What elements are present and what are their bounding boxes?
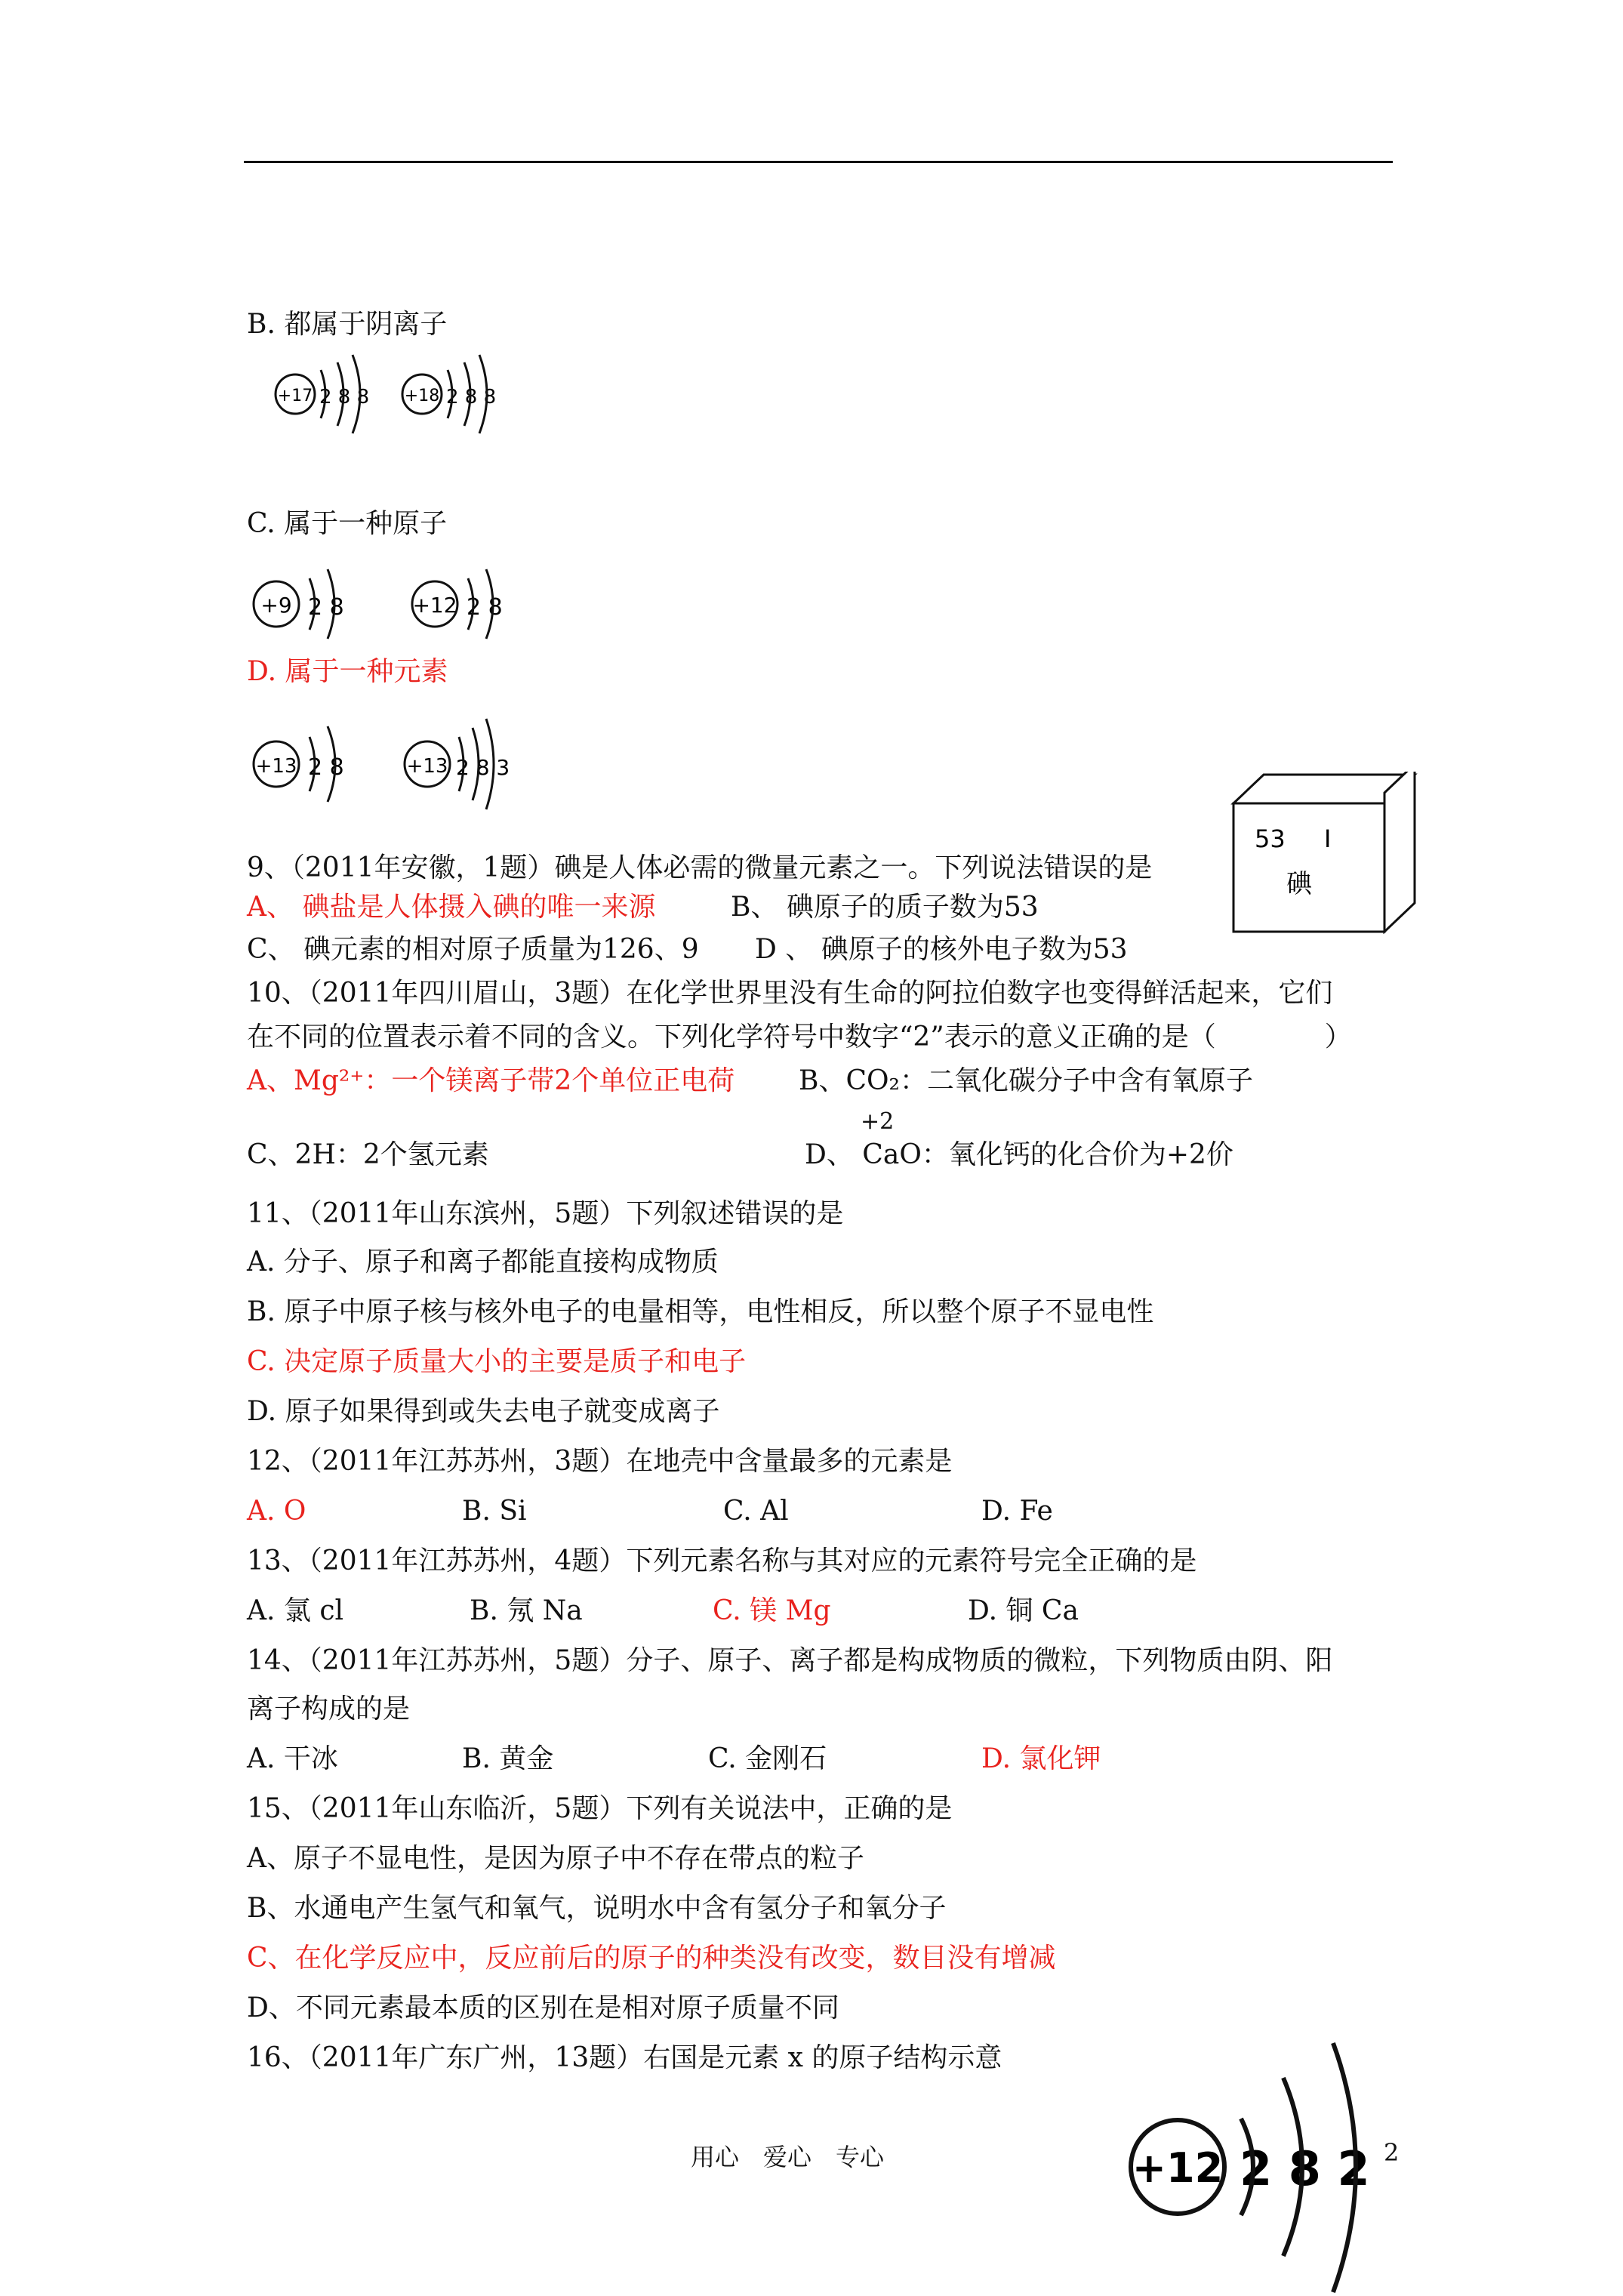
q13-option-d: D. 铜 Ca xyxy=(968,1595,1079,1626)
q11-option-a: A. 分子、原子和离子都能直接构成物质 xyxy=(247,1247,719,1277)
q10-option-b: B、CO₂：二氧化碳分子中含有氧原子 xyxy=(799,1065,1253,1096)
nucleus-label: +9 xyxy=(260,593,292,618)
q10-option-a: A、Mg²⁺：一个镁离子带2个单位正电荷 xyxy=(247,1065,735,1096)
q12-option-d: D. Fe xyxy=(981,1496,1053,1527)
q11-stem: 11、（2011年山东滨州，5题）下列叙述错误的是 xyxy=(247,1198,844,1229)
element-name: 碘 xyxy=(1286,869,1312,899)
q10-option-d: D、 CaO：氧化钙的化合价为+2价 xyxy=(805,1139,1233,1170)
atom-diagram-d2 xyxy=(405,719,510,809)
q12-stem: 12、（2011年江苏苏州，3题）在地壳中含量最多的元素是 xyxy=(247,1446,953,1477)
q14-stem-line1: 14、（2011年江苏苏州，5题）分子、原子、离子都是构成物质的微粒，下列物质由阴、阳 xyxy=(247,1645,1333,1676)
q8-option-b: B. 都属于阴离子 xyxy=(247,309,448,340)
q15-option-a: A、原子不显电性，是因为原子中不存在带点的粒子 xyxy=(247,1843,864,1874)
shell-label: 2 8 3 xyxy=(456,755,510,780)
page-number: 2 xyxy=(1384,2138,1400,2167)
q15-stem: 15、（2011年山东临沂，5题）下列有关说法中，正确的是 xyxy=(247,1793,953,1824)
nucleus-label: +13 xyxy=(255,755,297,778)
q12-option-a: A. O xyxy=(247,1496,306,1527)
q15-option-b: B、水通电产生氢气和氧气，说明水中含有氢分子和氧分子 xyxy=(247,1893,947,1924)
q9-option-a: A、 碘盐是人体摄入碘的唯一来源 xyxy=(247,892,656,923)
nucleus-label: +18 xyxy=(404,387,440,405)
q14-stem-line2: 离子构成的是 xyxy=(247,1693,411,1724)
nucleus-label: +17 xyxy=(277,387,313,405)
element-symbol: I xyxy=(1324,824,1332,853)
atom-diagram-b2 xyxy=(402,355,496,433)
atomic-number: 53 xyxy=(1255,824,1286,853)
atom-diagram-x xyxy=(1117,2039,1404,2296)
q8-option-d: D. 属于一种元素 xyxy=(247,656,448,687)
q13-option-b: B. 氖 Na xyxy=(470,1595,583,1626)
q11-option-c: C. 决定原子质量大小的主要是质子和电子 xyxy=(247,1346,747,1377)
shell-label: 2 8 8 xyxy=(319,386,370,408)
q10-stem-line1: 10、（2011年四川眉山，3题）在化学世界里没有生命的阿拉伯数字也变得鲜活起来，它们 xyxy=(247,978,1333,1009)
shell-label: 2 8 8 xyxy=(446,386,497,408)
q9-option-c: C、 碘元素的相对原子质量为126、9 xyxy=(247,934,699,965)
q12-option-c: C. Al xyxy=(723,1496,789,1527)
q15-option-c: C、在化学反应中，反应前后的原子的种类没有改变，数目没有增减 xyxy=(247,1943,1056,1974)
q9-option-d: D 、 碘原子的核外电子数为53 xyxy=(755,934,1128,965)
atom-diagram-d1 xyxy=(254,726,344,802)
q10-option-d-superscript: +2 xyxy=(861,1108,895,1135)
shell-label: 2 8 xyxy=(308,594,344,621)
q11-option-d: D. 原子如果得到或失去电子就变成离子 xyxy=(247,1396,720,1427)
q13-option-a: A. 氯 cl xyxy=(247,1595,344,1626)
atom-diagram-b1 xyxy=(276,355,369,433)
atom-diagram-c2 xyxy=(412,569,503,639)
q12-option-b: B. Si xyxy=(462,1496,527,1527)
nucleus-label: +12 xyxy=(412,593,457,618)
iodine-element-card xyxy=(1230,772,1419,934)
q14-option-c: C. 金刚石 xyxy=(708,1743,827,1774)
q9-option-b: B、 碘原子的质子数为53 xyxy=(731,892,1039,923)
q14-option-b: B. 黄金 xyxy=(462,1743,554,1774)
q10-option-c: C、2H：2个氢元素 xyxy=(247,1139,489,1170)
shell-label: 2 8 xyxy=(467,594,503,621)
shell-label: 2 8 xyxy=(308,754,344,781)
nucleus-label: +12 xyxy=(1132,2144,1224,2192)
atom-diagrams-b xyxy=(268,349,517,439)
atom-diagrams-c xyxy=(249,557,536,648)
header-rule xyxy=(244,161,1393,163)
q9-stem: 9、（2011年安徽，1题）碘是人体必需的微量元素之一。下列说法错误的是 xyxy=(247,852,1153,883)
q8-option-c: C. 属于一种原子 xyxy=(247,508,448,539)
q15-option-d: D、不同元素最本质的区别在是相对原子质量不同 xyxy=(247,1992,839,2023)
atom-diagrams-d xyxy=(249,711,536,817)
q13-option-c: C. 镁 Mg xyxy=(713,1595,831,1626)
q14-option-a: A. 干冰 xyxy=(247,1743,338,1774)
atom-diagram-c1 xyxy=(254,569,344,639)
q10-stem-line2: 在不同的位置表示着不同的含义。下列化学符号中数字“2”表示的意义正确的是（ ） xyxy=(247,1022,1352,1052)
shell-label: 2 8 2 xyxy=(1240,2141,1370,2196)
q14-option-d: D. 氯化钾 xyxy=(981,1743,1101,1774)
q13-stem: 13、（2011年江苏苏州，4题）下列元素名称与其对应的元素符号完全正确的是 xyxy=(247,1546,1197,1576)
q11-option-b: B. 原子中原子核与核外电子的电量相等，电性相反，所以整个原子不显电性 xyxy=(247,1296,1154,1327)
footer-slogan: 用心 爱心 专心 xyxy=(691,2143,885,2171)
nucleus-label: +13 xyxy=(406,755,448,778)
q16-stem: 16、（2011年广东广州，13题）右国是元素 x 的原子结构示意 xyxy=(247,2042,1002,2073)
